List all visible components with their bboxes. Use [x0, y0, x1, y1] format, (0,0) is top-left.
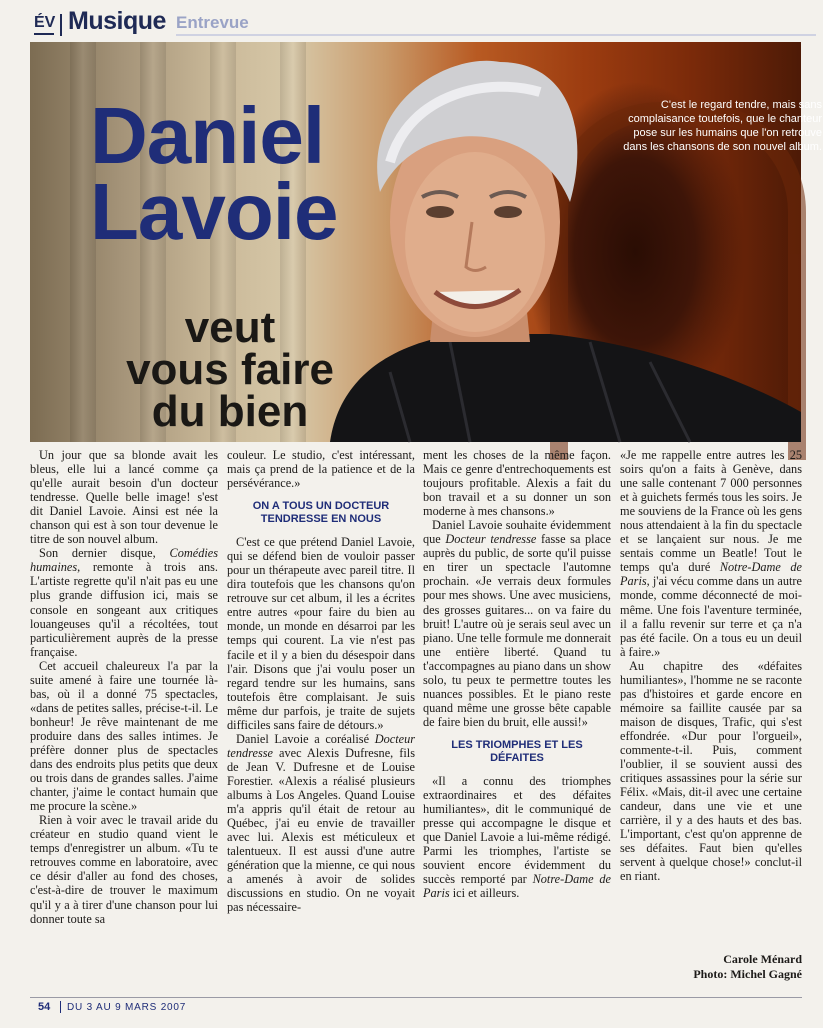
logo-underline [34, 33, 54, 35]
tagline-line: vous faire [126, 345, 334, 394]
article-column-3 [423, 448, 611, 900]
section-header [26, 6, 816, 40]
text-run: fasse sa place auprès du public, de sorte qu'il puisse en tirer un spectacle l'automne prochain. «Je verrais deux formules pour mes shows. Une avec musiciens, des grosses guitares... on va faire du bruit! L'autre où je serais seul avec un piano. Une telle formule me donnerait une entière liberté. Quand tu t'accompagnes au piano dans un show solo, tu peux te permettre toutes les nuances possibles. Et le piano reste quand même une grosse bête capable de faire bien du bruit, elle aussi!» [423, 532, 611, 729]
article-column-1 [30, 448, 218, 926]
text-run: «Il a connu des triomphes extraordinaires et des défaites humiliantes», dit le communiqué de presse qui accompagne le disque et que Daniel Lavoie a lui-même rédigé. Parmi les triomphes, l'artiste se souvient encore évidemment du succès remporté par [423, 773, 611, 887]
footer-divider [60, 1001, 61, 1013]
paragraph [620, 448, 802, 659]
subsection-title: Entrevue [176, 13, 249, 32]
paragraph: Un jour que sa blonde avait les bleus, elle lui a lancé comme ça qu'elle aurait besoin d'un docteur tendresse. Quelle belle image! s'est dit Daniel Lavoie. Ainsi est née la chanson qui est à son tour devenue le titre de son nouvel album. [30, 448, 218, 547]
headline-tagline [60, 303, 400, 436]
magazine-logo: ÉV [34, 14, 56, 31]
author-byline: Carole Ménard [723, 952, 802, 966]
show-title: Notre-Dame de Paris [423, 872, 611, 901]
paragraph: couleur. Le studio, c'est intéressant, mais ça prend de la patience et de la persévérance.» [227, 448, 415, 491]
text-run: , j'ai vécu comme dans un autre monde, comme déconnecté de moi-même. Une fois l'aventure terminée, il a fallu revenir sur terre et ça n'a pas été facile. On a tous eu un deuil à faire.» [620, 574, 802, 659]
paragraph: Cet accueil chaleureux l'a par la suite amené à faire une tournée là-bas, où il a donné 75 spectacles, «dans de petites salles, précise-t-il. Le bonheur! Je rêve maintenant de me produire dans des salles intimes. Je préfère donner plus de spectacles dans des endroits plus petits que deux ou trois dans de grandes salles. J'aime chanter, j'aime le contact humain que me procure la scène.» [30, 658, 218, 814]
paragraph: Au chapitre des «défaites humiliantes», l'homme ne se raconte pas d'histoires et garde encore en mémoire sa faillite causée par sa maison de disques, Trafic, qui s'est effondrée. «Dur pour l'orgueil», commente-t-il. Puis, comment l'oublier, il se souvient aussi des critiques assassines pour la série sur Félix. «Mais, dit-il avec une certaine candeur, dans une vie et une carrière, il y a des hauts et des bas. L'important, c'est qu'on apprenne de ses défaites. Faut bien qu'elles servent à quelque chose!» conclut-il en riant. [620, 658, 802, 884]
text-run: «Je me rappelle entre autres les 25 soirs qu'on a faits à Genève, dans une salle contenant 7 000 personnes et à guichets fermés tous les soirs. Je me souviens de la France où les gens nous attendaient à la fin du spectacle et se lançaient sur nous. Je me sentais comme un Beatle! Tout le temps qu'a duré [620, 448, 803, 575]
tagline-line: du bien [151, 387, 309, 436]
show-title: Notre-Dame de Paris [620, 560, 802, 589]
section-title: Musique [68, 7, 166, 35]
album-title: Comédies humaines [30, 546, 218, 575]
text-run: Son dernier disque, [39, 546, 170, 561]
subheading: LES TRIOMPHES ET LES DÉFAITES [451, 738, 583, 764]
page-number: 54 [38, 1001, 51, 1013]
article-column-2 [227, 448, 415, 914]
header-rule [176, 34, 816, 36]
paragraph: ment les choses de la même façon. Mais ce genre d'entrechoquements est toujours profitable. Alexis a fait du bon travail et a su donner un son moderne à mes chansons.» [423, 448, 611, 519]
album-title: Docteur tendresse [227, 731, 415, 760]
paragraph: Rien à voir avec le travail aride du créateur en studio quand vient le temps d'enregistrer un album. «Tu te retrouves comme en laboratoire, avec ce désir d'aller au fond des choses, c'est-à-dire de trouver le maximum qu'il y a à tirer d'une chanson pour lui donner toute sa [30, 813, 218, 926]
headline-last-name: Lavoie [90, 167, 338, 256]
feature-photo [30, 42, 822, 442]
tagline-line: veut [184, 303, 276, 352]
text-run: avec Alexis Dufresne, fils de Jean V. Dufresne et de Louise Forestier. «Alexis a réalisé plusieurs albums à Los Angeles. Quand Louise m'a appris qu'il était de retour au Québec, j'ai eu envie de travailler avec lui. Alexis est méticuleux et talentueux. Il est aussi d'une autre génération que la mienne, ce qui nous a amenés à avoir de solides discussions en studio. On ne voyait pas nécessaire- [227, 745, 415, 915]
photo-caption: C'est le regard tendre, mais sans complaisance toutefois, que le chanteur pose sur les humains que l'on retrouve dans les chansons de son nouvel album. [623, 99, 822, 153]
article-column-4 [620, 448, 802, 883]
paragraph [423, 774, 611, 900]
photo-credit: Photo: Michel Gagné [693, 967, 802, 981]
headline-name [90, 91, 338, 256]
article-credits [620, 952, 802, 982]
issue-date: DU 3 AU 9 MARS 2007 [67, 1002, 187, 1013]
text-run: Daniel Lavoie souhaite évidemment que [423, 518, 611, 547]
header-divider [60, 14, 62, 36]
album-title: Docteur tendresse [445, 532, 537, 547]
footer-rule [30, 997, 802, 998]
paragraph: C'est ce que prétend Daniel Lavoie, qui se défend bien de vouloir passer pour un thérapeute avec pareil titre. Il dira toutefois que les chansons qu'on retrouve sur cet album, il les a écrites entre autres «pour faire du bien au monde, un monde en désarroi par les temps qui courent. La vie n'est pas facile et il y a bien du désespoir dans l'air. Disons que j'ai voulu poser un regard tendre sur les humains, sans toutefois être complaisant. Je suis même dur parfois, je traite de sujets difficiles sans faire de détours.» [227, 535, 415, 732]
text-run: Daniel Lavoie a coréalisé [236, 731, 375, 746]
paragraph [423, 518, 611, 729]
subheading: ON A TOUS UN DOCTEUR TENDRESSE EN NOUS [252, 500, 390, 526]
paragraph [30, 546, 218, 658]
paragraph [227, 732, 415, 915]
text-run: ici et ailleurs. [449, 886, 520, 901]
headline-first-name: Daniel [90, 91, 325, 180]
text-run: , remonte à trois ans. L'artiste regrette qu'il n'ait pas eu une plus grande diffusion ici, mais se console en songeant aux critiques louangeuses qu'il a récoltées, tout particulièrement auprès de la presse française. [30, 560, 218, 659]
